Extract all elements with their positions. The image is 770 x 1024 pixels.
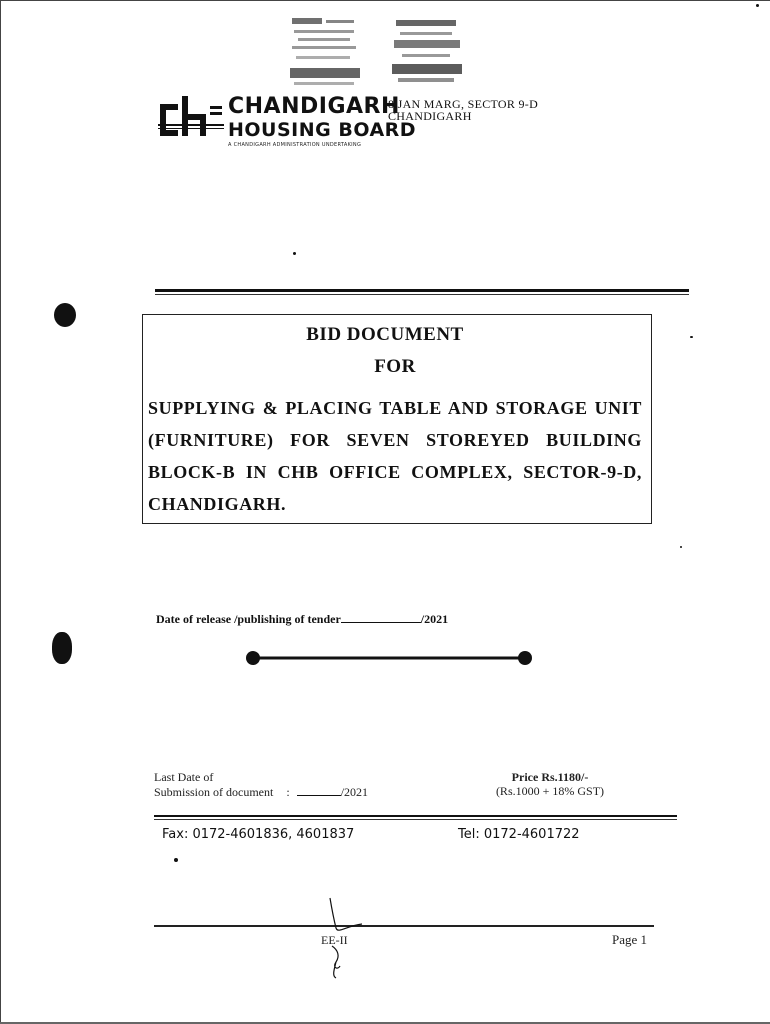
- submission-date: [154, 770, 368, 799]
- release-date-blank: [341, 611, 421, 623]
- scan-speck: [174, 858, 178, 862]
- scan-edge-left: [0, 0, 1, 1024]
- submission-date-label: Submission of document: [154, 785, 274, 799]
- stamp-right: [390, 14, 466, 90]
- price-line1: Price Rs.1180/-: [511, 770, 589, 784]
- contact-rule-thin: [154, 819, 677, 820]
- scan-edge-top: [0, 0, 770, 1]
- document-subject: SUPPLYING & PLACING TABLE AND STORAGE UNIT (FURNITURE) FOR SEVEN STOREYED BUILDING BLOCK-B IN CHB OFFICE COMPLEX, SECTOR-9-D, CHANDIGARH.: [148, 398, 642, 514]
- submission-date-separator: :: [286, 785, 290, 799]
- submission-date-line1: Last Date of: [154, 770, 214, 784]
- release-date-label: Date of release /publishing of tender: [156, 612, 341, 626]
- address-line1: 8 JAN MARG, SECTOR 9-D: [388, 97, 539, 111]
- header-rule: [155, 289, 689, 292]
- address-line2: CHANDIGARH: [388, 109, 472, 123]
- scan-speck: [690, 336, 693, 338]
- submission-date-blank: [297, 784, 341, 796]
- logo-name-line2: HOUSING BOARD: [228, 119, 417, 141]
- contact-rule: [154, 815, 677, 817]
- office-address: [388, 98, 538, 122]
- scan-speck: [293, 252, 296, 255]
- chb-logo: [158, 94, 417, 152]
- logo-tagline: A CHANDIGARH ADMINISTRATION UNDERTAKING: [228, 142, 362, 148]
- telephone-number: Tel: 0172-4601722: [458, 827, 580, 842]
- document-price: [475, 770, 625, 798]
- release-date-year: /2021: [420, 612, 449, 626]
- chb-logo-mark-icon: [158, 96, 224, 140]
- scan-speck: [756, 4, 759, 7]
- footer-rule: [154, 925, 654, 927]
- document-title-for: FOR: [374, 356, 416, 377]
- submission-date-line2: [154, 784, 368, 799]
- submission-date-year: /2021: [340, 785, 369, 799]
- header-rule-thin: [155, 294, 689, 295]
- footer-office-code: EE-II: [321, 933, 348, 947]
- logo-name-line1: CHANDIGARH: [228, 94, 400, 119]
- fax-number: Fax: 0172-4601836, 4601837: [162, 827, 355, 842]
- scan-speck: [680, 546, 682, 548]
- stamp-left: [288, 14, 364, 90]
- punch-hole-mark: [52, 632, 72, 664]
- price-line2: (Rs.1000 + 18% GST): [495, 784, 605, 798]
- document-title: BID DOCUMENT: [306, 324, 464, 345]
- punch-hole-mark: [54, 303, 76, 327]
- footer-page-number: Page 1: [612, 932, 648, 947]
- release-date-line: [156, 611, 448, 627]
- decorative-divider-bar: [244, 649, 534, 667]
